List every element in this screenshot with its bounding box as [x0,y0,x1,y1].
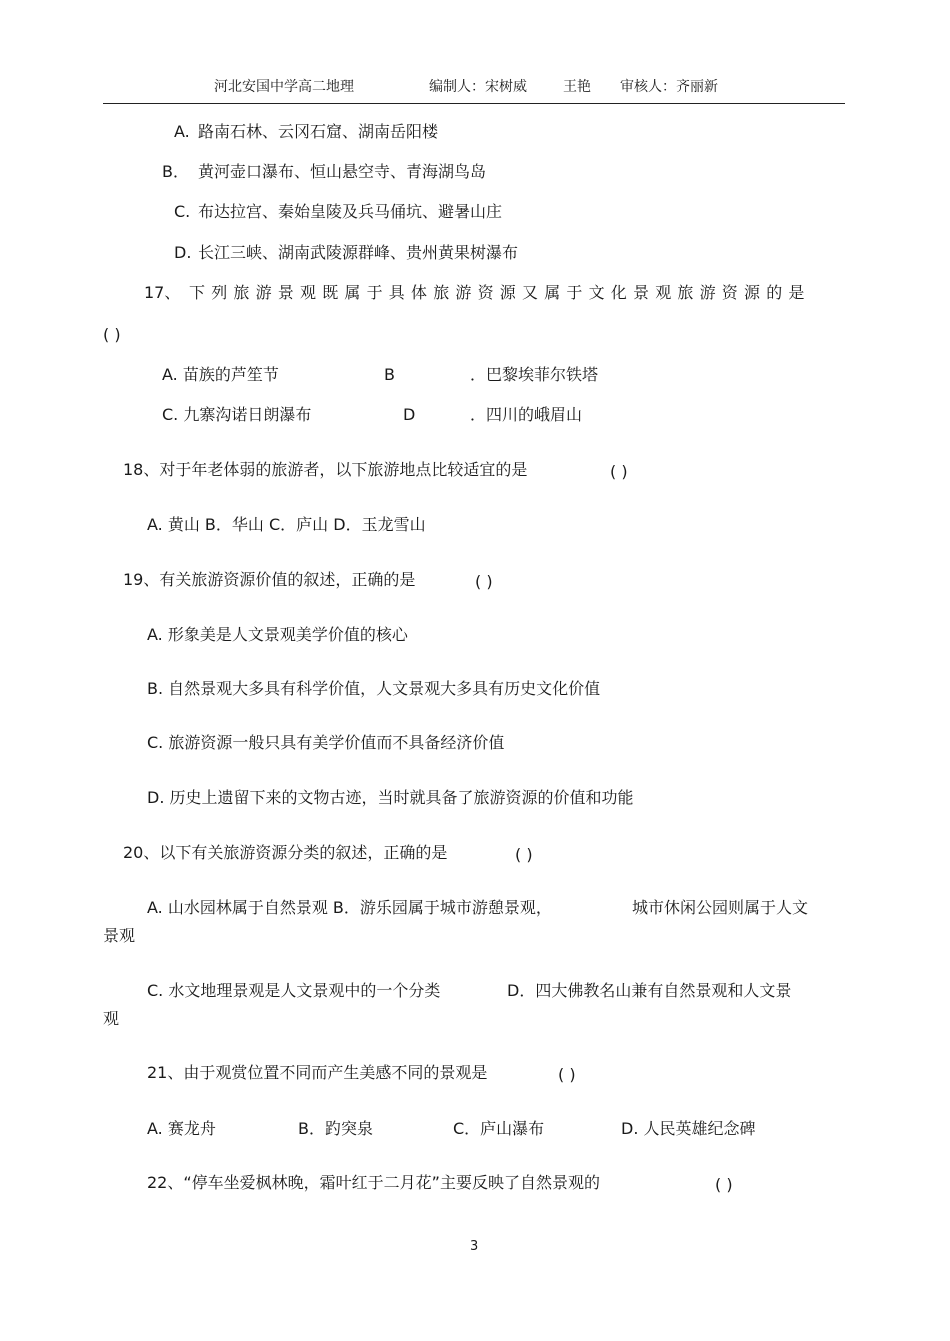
q20-option-ab: A. 山水园林属于自然景观 B．游乐园属于城市游憩景观， [147,898,552,917]
q17-option-b-letter: B [384,365,395,384]
q17-option-c: C. 九寨沟诺日朗瀑布 [162,405,312,424]
header-editors: 编制人：宋树威 [429,79,527,95]
q17-answer-paren: ( ) [103,325,121,344]
q20-option-cd: C. 水文地理景观是人文景观中的一个分类 [147,981,441,1000]
header-reviewer: 审核人：齐丽新 [620,79,718,95]
q21-option-c: C．庐山瀑布 [453,1119,545,1138]
q17-option-d-letter: D [403,405,416,424]
q18-stem: 18、对于年老体弱的旅游者，以下旅游地点比较适宜的是 [123,460,528,479]
q18-answer-paren: ( ) [610,462,628,481]
q16-option-b: 黄河壶口瀑布、恒山悬空寺、青海湖鸟岛 [198,162,487,181]
q21-stem: 21、由于观赏位置不同而产生美感不同的景观是 [147,1063,488,1082]
q20-option-cd-tail: D．四大佛教名山兼有自然景观和人文景 [507,981,792,1000]
q19-option-c: C. 旅游资源一般只具有美学价值而不具备经济价值 [147,733,505,752]
q16-option-a-letter: A. [174,122,190,141]
header-school: 河北安国中学高二地理 [214,79,354,95]
q17-number: 17、 [144,283,181,302]
q16-option-c-letter: C. [174,202,191,221]
q19-option-a: A. 形象美是人文景观美学价值的核心 [147,625,408,644]
q20-option-cd-wrap: 观 [103,1009,120,1028]
q16-option-d-letter: D. [174,243,192,262]
q20-option-ab-tail: 城市休闲公园则属于人文 [632,898,809,917]
q20-answer-paren: ( ) [515,845,533,864]
q16-option-a: 路南石林、云冈石窟、湖南岳阳楼 [198,122,439,141]
q17-option-d: ．四川的峨眉山 [470,405,583,424]
q20-option-ab-wrap: 景观 [103,926,136,945]
q19-option-b: B. 自然景观大多具有科学价值，人文景观大多具有历史文化价值 [147,679,601,698]
page-number: 3 [470,1239,479,1254]
q21-option-d: D. 人民英雄纪念碑 [621,1119,756,1138]
q16-option-d: 长江三峡、湖南武陵源群峰、贵州黄果树瀑布 [198,243,519,262]
q22-answer-paren: ( ) [715,1175,733,1194]
q17-option-a: A. 苗族的芦笙节 [162,365,279,384]
header-editor2: 王艳 [563,79,591,95]
q16-option-b-letter: B． [162,162,189,181]
q21-answer-paren: ( ) [558,1065,576,1084]
q18-options: A. 黄山 B．华山 C．庐山 D．玉龙雪山 [147,515,426,534]
q21-option-a: A. 赛龙舟 [147,1119,216,1138]
q22-stem: 22、“停车坐爱枫林晚，霜叶红于二月花”主要反映了自然景观的 [147,1173,600,1192]
q19-answer-paren: ( ) [475,572,493,591]
q16-option-c: 布达拉宫、秦始皇陵及兵马俑坑、避暑山庄 [198,202,503,221]
q17-option-b: ．巴黎埃菲尔铁塔 [470,365,599,384]
header-rule [103,103,845,104]
q17-stem: 下列旅游景观既属于具体旅游资源又属于文化景观旅游资源的是 [189,283,811,302]
q19-option-d: D. 历史上遗留下来的文物古迹，当时就具备了旅游资源的价值和功能 [147,788,634,807]
q20-stem: 20、以下有关旅游资源分类的叙述，正确的是 [123,843,448,862]
q19-stem: 19、有关旅游资源价值的叙述，正确的是 [123,570,416,589]
q21-option-b: B．趵突泉 [298,1119,373,1138]
